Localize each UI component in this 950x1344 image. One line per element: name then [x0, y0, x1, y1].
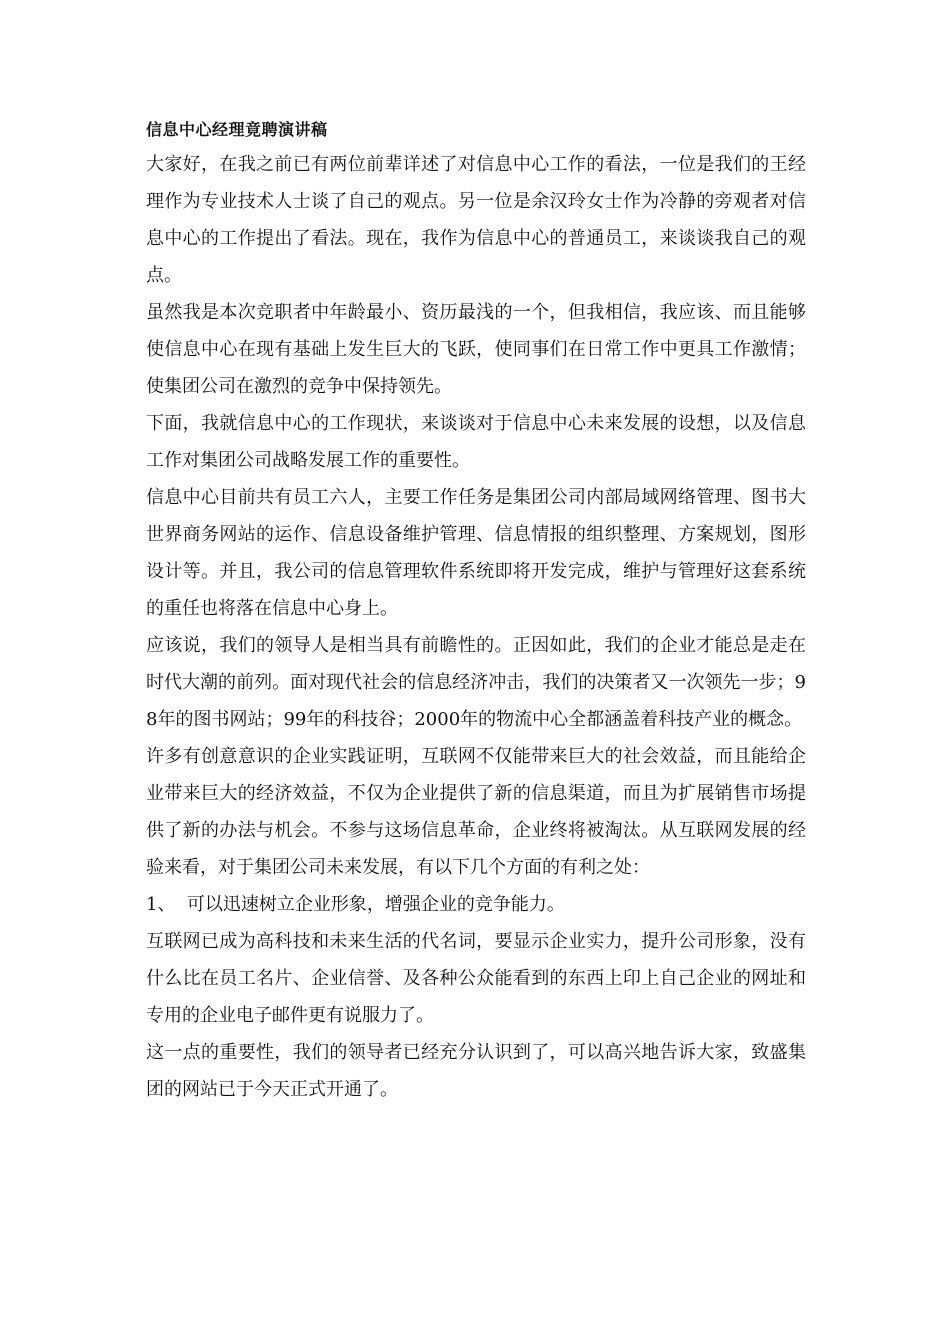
document-body — [146, 114, 806, 1108]
paragraph-confidence: 虽然我是本次竞职者中年龄最小、资历最浅的一个，但我相信，我应该、而且能够使信息中心在现有基础上发生巨大的飞跃，使同事们在日常工作中更具工作激情；使集团公司在激烈的竞争中保持领先。 — [146, 302, 806, 397]
paragraph-greeting: 大家好，在我之前已有两位前辈详述了对信息中心工作的看法，一位是我们的王经理作为专业技术人士谈了自己的观点。另一位是余汉玲女士作为冷静的旁观者对信息中心的工作提出了看法。现在，我作为信息中心的普通员工，来谈谈我自己的观点。 — [146, 154, 806, 286]
paragraph-internet-benefits: 许多有创意意识的企业实践证明，互联网不仅能带来巨大的社会效益，而且能给企业带来巨大的经济效益，不仅为企业提供了新的信息渠道，而且为扩展销售市场提供了新的办法与机会。不参与这场信息革命，企业终将被淘汰。从互联网发展的经验来看，对于集团公司未来发展，有以下几个方面的有利之处： — [146, 746, 806, 878]
paragraph-point-1: 1、 可以迅速树立企业形象，增强企业的竞争能力。 — [146, 894, 565, 915]
document-title: 信息中心经理竟聘演讲稿 — [146, 120, 328, 139]
paragraph-status: 信息中心目前共有员工六人，主要工作任务是集团公司内部局域网络管理、图书大世界商务网站的运作、信息设备维护管理、信息情报的组织整理、方案规划，图形设计等。并且，我公司的信息管理软件系统即将开发完成，维护与管理好这套系统的重任也将落在信息中心身上。 — [146, 487, 806, 619]
paragraph-leadership: 应该说，我们的领导人是相当具有前瞻性的。正因如此，我们的企业才能总是走在时代大潮的前列。面对现代社会的信息经济冲击，我们的决策者又一次领先一步；98年的图书网站；99年的科技谷；2000年的物流中心全都涵盖着科技产业的概念。 — [146, 635, 806, 730]
paragraph-outline: 下面，我就信息中心的工作现状，来谈谈对于信息中心未来发展的设想，以及信息工作对集团公司战略发展工作的重要性。 — [146, 413, 806, 471]
paragraph-website-launch: 这一点的重要性，我们的领导者已经充分认识到了，可以高兴地告诉大家，致盛集团的网站已于今天正式开通了。 — [146, 1042, 806, 1100]
paragraph-corporate-image: 互联网已成为高科技和未来生活的代名词，要显示企业实力，提升公司形象，没有什么比在员工名片、企业信誉、及各种公众能看到的东西上印上自己企业的网址和专用的企业电子邮件更有说服力了。 — [146, 931, 806, 1026]
